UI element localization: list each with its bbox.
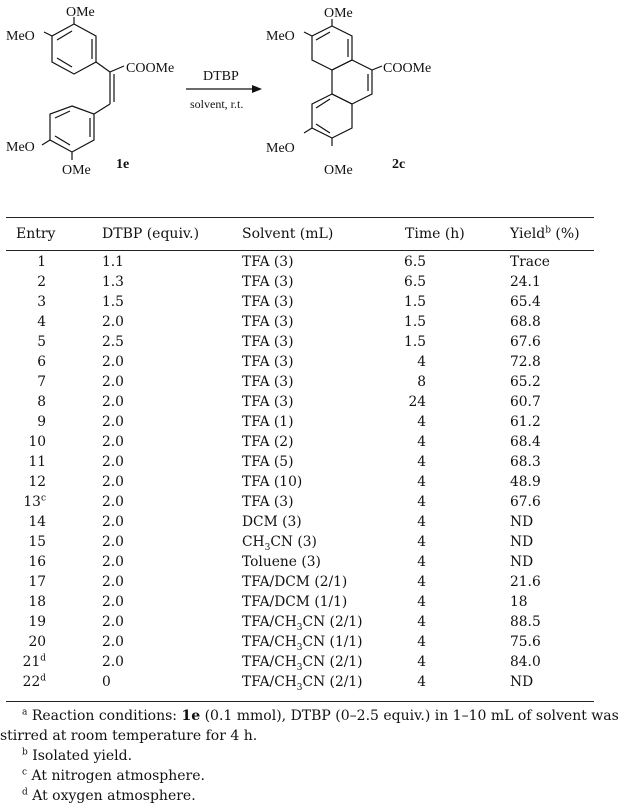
- cell-entry: [0, 534, 46, 550]
- entry-number: 13: [23, 494, 41, 510]
- cell-entry: [0, 654, 46, 670]
- cell-yield: 65.4: [510, 294, 541, 310]
- cell-dtbp: 2.0: [102, 514, 124, 530]
- cell-entry: [0, 634, 46, 650]
- table-row: [0, 614, 627, 634]
- cell-entry: [0, 434, 46, 450]
- entry-number: 14: [28, 514, 46, 530]
- table-row: [0, 514, 627, 534]
- entry-number: 17: [28, 574, 46, 590]
- table-header-rule: [6, 250, 594, 251]
- cell-time: 6.5: [404, 274, 426, 290]
- reactant-structure: [42, 17, 124, 160]
- cell-yield: 21.6: [510, 574, 541, 590]
- table-row: [0, 474, 627, 494]
- table-row: [0, 374, 627, 394]
- table-body: [0, 254, 627, 694]
- entry-number: 6: [37, 354, 46, 370]
- entry-number: 11: [28, 454, 46, 470]
- entry-number: 5: [37, 334, 46, 350]
- footnote: [0, 706, 620, 746]
- cell-solvent: TFA (10): [242, 474, 303, 490]
- footnote-mark: d: [22, 787, 28, 798]
- reagent-label: DTBP: [203, 69, 239, 84]
- cell-time: 1.5: [404, 334, 426, 350]
- cell-solvent: TFA (3): [242, 314, 294, 330]
- cell-entry: [0, 274, 46, 290]
- cell-yield: ND: [510, 534, 534, 550]
- cell-dtbp: 2.0: [102, 434, 124, 450]
- cell-time: 4: [417, 474, 426, 490]
- cell-time: 24: [408, 394, 426, 410]
- cell-solvent: TFA (3): [242, 274, 294, 290]
- cell-time: 4: [417, 494, 426, 510]
- cell-solvent: TFA (3): [242, 254, 294, 270]
- cell-entry: [0, 454, 46, 470]
- cell-dtbp: 2.0: [102, 414, 124, 430]
- entry-number: 22: [22, 674, 41, 690]
- reactant-label: 1e: [116, 157, 130, 172]
- entry-number: 7: [37, 374, 46, 390]
- cell-dtbp: 2.0: [102, 614, 124, 630]
- header-yield-label: Yield: [510, 226, 546, 242]
- cell-dtbp: 2.0: [102, 574, 124, 590]
- header-time: Time (h): [405, 226, 465, 242]
- cell-entry: [0, 394, 46, 410]
- cell-yield: 60.7: [510, 394, 541, 410]
- cell-solvent: TFA (3): [242, 354, 294, 370]
- table-row: [0, 534, 627, 554]
- entry-number: 4: [37, 314, 46, 330]
- cell-yield: 24.1: [510, 274, 541, 290]
- cell-solvent: TFA/$CH_3CN$ (2/1): [242, 674, 363, 693]
- cell-dtbp: 2.0: [102, 354, 124, 370]
- cell-time: 4: [417, 674, 426, 690]
- cell-entry: [0, 594, 46, 610]
- entry-number: 18: [28, 594, 46, 610]
- entry-footnote-mark: d: [40, 673, 46, 684]
- footnote-mark: a: [22, 707, 28, 718]
- footnote: [0, 786, 620, 806]
- cell-solvent: $CH_3CN$ (3): [242, 534, 317, 553]
- cell-entry: [0, 514, 46, 530]
- cell-entry: [0, 294, 46, 310]
- cell-time: 4: [417, 454, 426, 470]
- cell-solvent: TFA/DCM (2/1): [242, 574, 348, 590]
- cell-dtbp: 2.5: [102, 334, 124, 350]
- cell-yield: 61.2: [510, 414, 541, 430]
- entry-number: 20: [28, 634, 46, 650]
- product-structure: [304, 19, 382, 146]
- cell-time: 4: [417, 614, 426, 630]
- cell-solvent: TFA (3): [242, 494, 294, 510]
- cell-yield: 18: [510, 594, 528, 610]
- cell-dtbp: 0: [102, 674, 111, 690]
- entry-number: 21: [22, 654, 41, 670]
- footnote-mark: b: [22, 747, 28, 758]
- table-row: [0, 394, 627, 414]
- cell-dtbp: 1.3: [102, 274, 124, 290]
- cell-time: 4: [417, 434, 426, 450]
- cell-solvent: TFA (3): [242, 294, 294, 310]
- header-yield-footnote: b: [545, 225, 551, 236]
- cell-yield: 68.8: [510, 314, 541, 330]
- cell-time: 1.5: [404, 314, 426, 330]
- cell-yield: 72.8: [510, 354, 541, 370]
- cell-yield: 75.6: [510, 634, 541, 650]
- product-substituent-1: OMe: [324, 6, 353, 21]
- cell-solvent: TFA (2): [242, 434, 294, 450]
- footnote: [0, 766, 620, 786]
- header-solvent: Solvent (mL): [242, 226, 334, 242]
- cell-yield: 68.3: [510, 454, 541, 470]
- cell-entry: [0, 254, 46, 270]
- table-row: [0, 314, 627, 334]
- header-dtbp: DTBP (equiv.): [102, 226, 200, 242]
- entry-number: 10: [28, 434, 46, 450]
- table-row: [0, 674, 627, 694]
- cell-entry: [0, 374, 46, 390]
- cell-dtbp: 2.0: [102, 634, 124, 650]
- table-row: [0, 554, 627, 574]
- cell-entry: [0, 354, 46, 370]
- conditions-label: solvent, r.t.: [190, 97, 244, 111]
- footnote: [0, 746, 620, 766]
- reaction-scheme: [0, 0, 627, 200]
- entry-number: 1: [37, 254, 46, 270]
- entry-footnote-mark: c: [40, 493, 46, 504]
- entry-number: 3: [37, 294, 46, 310]
- cell-time: 4: [417, 354, 426, 370]
- cell-entry: [0, 494, 46, 510]
- header-entry: Entry: [16, 226, 56, 242]
- cell-time: 4: [417, 554, 426, 570]
- table-row: [0, 414, 627, 434]
- cell-dtbp: 2.0: [102, 594, 124, 610]
- footnote-text: (0.1 mmol), DTBP (0–2.5 equiv.) in 1–10 mL of solvent was stirred at room temperature for 4 h.: [0, 708, 619, 744]
- cell-entry: [0, 554, 46, 570]
- table-row: [0, 334, 627, 354]
- footnote-text: Isolated yield.: [27, 748, 133, 764]
- cell-dtbp: 2.0: [102, 474, 124, 490]
- cell-time: 6.5: [404, 254, 426, 270]
- cell-dtbp: 2.0: [102, 454, 124, 470]
- entry-number: 16: [28, 554, 46, 570]
- table-row: [0, 654, 627, 674]
- table-row: [0, 294, 627, 314]
- entry-number: 15: [28, 534, 46, 550]
- table-row: [0, 354, 627, 374]
- product-substituent-2: MeO: [266, 29, 295, 44]
- cell-time: 8: [417, 374, 426, 390]
- cell-solvent: TFA (3): [242, 334, 294, 350]
- cell-dtbp: 2.0: [102, 314, 124, 330]
- header-yield-unit: (%): [550, 226, 580, 242]
- cell-dtbp: 2.0: [102, 394, 124, 410]
- cell-solvent: DCM (3): [242, 514, 302, 530]
- cell-entry: [0, 614, 46, 630]
- cell-yield: ND: [510, 674, 534, 690]
- reactant-substituent-4: MeO: [6, 140, 35, 155]
- cell-entry: [0, 574, 46, 590]
- table-row: [0, 634, 627, 654]
- cell-yield: ND: [510, 554, 534, 570]
- footnote-mark: c: [22, 767, 28, 778]
- table-row: [0, 494, 627, 514]
- cell-solvent: TFA (3): [242, 394, 294, 410]
- entry-number: 12: [28, 474, 46, 490]
- cell-yield: 67.6: [510, 334, 541, 350]
- cell-yield: 84.0: [510, 654, 541, 670]
- table-row: [0, 594, 627, 614]
- product-substituent-4: MeO: [266, 141, 295, 156]
- table-bottom-rule: [6, 701, 594, 702]
- cell-yield: Trace: [510, 254, 550, 270]
- cell-solvent: TFA (1): [242, 414, 294, 430]
- cell-yield: 67.6: [510, 494, 541, 510]
- cell-time: 4: [417, 514, 426, 530]
- cell-dtbp: 1.5: [102, 294, 124, 310]
- cell-dtbp: 2.0: [102, 494, 124, 510]
- footnote-text: 1e: [181, 708, 201, 724]
- product-substituent-5: OMe: [324, 163, 353, 178]
- cell-dtbp: 2.0: [102, 534, 124, 550]
- header-yield: [510, 226, 580, 242]
- reactant-substituent-3: COOMe: [126, 61, 175, 76]
- cell-entry: [0, 334, 46, 350]
- cell-entry: [0, 674, 46, 690]
- cell-entry: [0, 474, 46, 490]
- reactant-substituent-2: MeO: [6, 29, 35, 44]
- table-header: [0, 226, 627, 246]
- entry-number: 2: [37, 274, 46, 290]
- footnote-text: Reaction conditions:: [27, 708, 182, 724]
- cell-entry: [0, 314, 46, 330]
- cell-dtbp: 2.0: [102, 554, 124, 570]
- cell-time: 4: [417, 654, 426, 670]
- entry-number: 9: [37, 414, 46, 430]
- cell-solvent: TFA/$CH_3CN$ (2/1): [242, 654, 363, 673]
- reactant-substituent-1: OMe: [66, 5, 95, 20]
- cell-yield: 65.2: [510, 374, 541, 390]
- cell-time: 1.5: [404, 294, 426, 310]
- reaction-arrow: [186, 85, 262, 93]
- cell-dtbp: 2.0: [102, 374, 124, 390]
- table-row: [0, 274, 627, 294]
- table-row: [0, 454, 627, 474]
- cell-yield: ND: [510, 514, 534, 530]
- cell-solvent: TFA/$CH_3CN$ (2/1): [242, 614, 363, 633]
- cell-solvent: TFA (3): [242, 374, 294, 390]
- table-row: [0, 254, 627, 274]
- table-row: [0, 574, 627, 594]
- cell-yield: 48.9: [510, 474, 541, 490]
- cell-solvent: Toluene (3): [242, 554, 321, 570]
- entry-number: 19: [28, 614, 46, 630]
- cell-dtbp: 2.0: [102, 654, 124, 670]
- cell-entry: [0, 414, 46, 430]
- reactant-substituent-5: OMe: [62, 163, 91, 178]
- footnote-text: At nitrogen atmosphere.: [27, 768, 205, 784]
- cell-yield: 68.4: [510, 434, 541, 450]
- cell-time: 4: [417, 414, 426, 430]
- cell-time: 4: [417, 594, 426, 610]
- cell-yield: 88.5: [510, 614, 541, 630]
- product-substituent-3: COOMe: [383, 61, 432, 76]
- table-footnotes: [0, 706, 620, 806]
- entry-number: 8: [37, 394, 46, 410]
- cell-solvent: TFA/DCM (1/1): [242, 594, 348, 610]
- table-row: [0, 434, 627, 454]
- product-label: 2c: [392, 157, 406, 172]
- footnote-text: At oxygen atmosphere.: [27, 788, 196, 804]
- entry-footnote-mark: d: [40, 653, 46, 664]
- cell-solvent: TFA (5): [242, 454, 294, 470]
- cell-time: 4: [417, 634, 426, 650]
- cell-solvent: TFA/$CH_3CN$ (1/1): [242, 634, 363, 653]
- cell-time: 4: [417, 574, 426, 590]
- cell-time: 4: [417, 534, 426, 550]
- table-top-rule: [6, 217, 594, 218]
- cell-dtbp: 1.1: [102, 254, 124, 270]
